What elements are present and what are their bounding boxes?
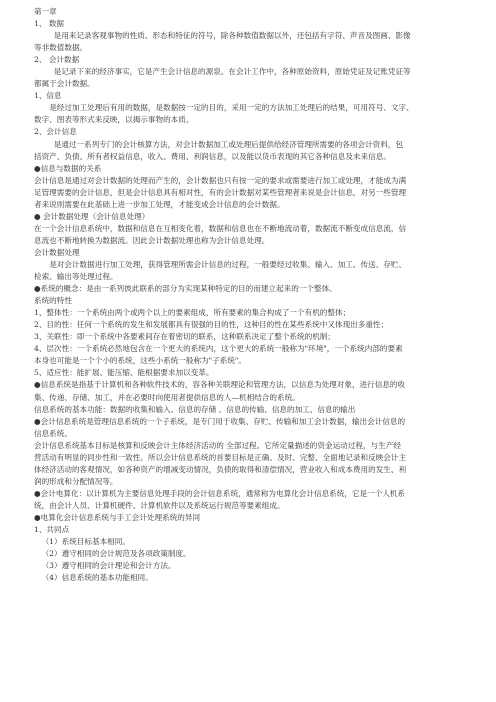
text-line: ●电算化会计信息系统与手工会计处理系统的异同 bbox=[34, 512, 201, 522]
chapter-title: 第一章 bbox=[34, 7, 57, 16]
text-line: ●信息系统是指基于计算机和各种软件技术的，容各种关联理论和管理方法，以信息为处理对象，进行信息的收 bbox=[34, 380, 406, 390]
text-line: 是对会计数据进行加工处理，获得管理所需会计信息的过程，一般要经过收集、输入、加工、传送、存贮、 bbox=[49, 259, 407, 269]
text-line: 2、目的性：任何一个系统的发生和发展都具有很强的目的性，这种目的性在某些系统中又体现出多重性； bbox=[34, 320, 389, 330]
text-line: 4、层次性：一个系统必然地包含在一个更大的系统内，这个更大的系统一般称为"环境"，一个系统内部的要素 bbox=[34, 344, 403, 354]
text-line: 系统的特性 bbox=[34, 296, 72, 306]
text-line: 统，由会计人员、计算机硬件、计算机软件以及系统运行规范等要素组成。 bbox=[34, 500, 285, 510]
text-line: 1、信息 bbox=[34, 91, 62, 101]
text-line: 本身也可能是一个个小的系统，这些小系统一般称为"子系统"。 bbox=[34, 356, 247, 366]
text-line: 1、共同点 bbox=[34, 525, 70, 535]
text-line: 是通过一系列专门的会计核算方法，对会计数据加工或处理后提供给经济管理所需要的各项会计资料，包 bbox=[53, 139, 404, 149]
text-line: （1）系统目标基本相同。 bbox=[41, 537, 130, 547]
text-line: 润的形成和分配情况等。 bbox=[34, 476, 118, 486]
text-line: 是记录下来的经济事实，它是产生会计信息的源泉。在会计工作中，各种原始资料，原始凭证及记账凭证等 bbox=[53, 67, 411, 77]
text-line: 是用来记录客观事物的性质、形态和特征的符号，除各种数值数据以外，还包括有字符、声音及图画、影像 bbox=[53, 31, 411, 41]
text-line: ●会计信息系统是管理信息系统的一个子系统，是专门用于收集、存贮、传输和加工会计数据，输出会计信息的 bbox=[34, 416, 406, 426]
text-line: 2、 会计数据 bbox=[34, 55, 80, 65]
text-line: 体经济活动的客观情况，如各种资产的增减变动情况，负债的取得和清偿情况，营业收入和成本费用的发生、利 bbox=[34, 464, 407, 474]
text-line: ● 会计数据处理（会计信息处理） bbox=[34, 211, 150, 221]
text-line: 会计数据处理 bbox=[34, 247, 80, 257]
text-line: ●系统的概念：是由一系列彼此联系的部分为实现某种特定的目的而建立起来的一个整体。 bbox=[34, 284, 337, 294]
text-line: 都属于会计数据。 bbox=[34, 79, 95, 89]
text-line: 在一个会计信息系统中，数据和信息在互相变化着，数据和信息也在不断地流动着，数据流不断变成信息流，信 bbox=[34, 223, 407, 233]
text-line: 数字、图表等形式来反映，以揭示事物的本质。 bbox=[34, 115, 194, 125]
text-line: ●信息与数据的关系 bbox=[34, 163, 102, 173]
text-line: 2、会计信息 bbox=[34, 127, 77, 137]
text-line: 信息系统。 bbox=[34, 428, 72, 438]
text-line: （2）遵守相同的会计规范及各项政策制度。 bbox=[41, 549, 191, 559]
text-line: 信息系统的基本功能：数据的收集和输入、信息的存储 、信息的传输、信息的加工、信息的输出 bbox=[34, 404, 356, 414]
text-line: （4）信息系统的基本功能相同。 bbox=[41, 573, 153, 583]
text-line: 者来说则需要在此基础上进一步加工处理，才能变成会计信息的会计数据。 bbox=[34, 199, 285, 209]
text-line: 息流也不断地转换为数据流。因此会计数据处理也称为会计信息处理。 bbox=[34, 235, 270, 245]
text-line: 会计信息系统基本目标是核算和反映会计主体经济活动的 全部过程。它所定量描述的资金运动过程，与生产经 bbox=[34, 440, 401, 450]
text-line: 1、整体性：一个系统由两个或两个以上的要素组成，所有要素的集合构成了一个有机的整体； bbox=[34, 308, 351, 318]
text-line: 集、传递、存储、加工，并在必要时向使用者提供信息的人—机相结合的系统。 bbox=[34, 392, 300, 402]
text-line: 1、 数据 bbox=[34, 19, 65, 29]
text-line: 等非数值数据。 bbox=[34, 43, 88, 53]
text-line: 足管理需要的会计信息，但是会计信息具有相对性，有的会计数据对某些管理者来说是会计信息，对另一些管理 bbox=[34, 187, 407, 197]
text-line: （3）遵守相同的会计理论和会计方法。 bbox=[41, 561, 176, 571]
text-line: 检索、输出等处理过程。 bbox=[34, 272, 118, 282]
text-line: 5、适应性：能扩展、能压缩、能根据要求加以变革。 bbox=[34, 368, 214, 378]
text-line: 会计信息是通过对会计数据的处理而产生的，会计数据也只有按一定的要求或需要进行加工或处理，才能成为满 bbox=[34, 175, 407, 185]
text-line: ●会计电算化：以计算机为主要信息处理手段的会计信息系统，通常称为电算化会计信息系统，它是一个人机系 bbox=[34, 488, 406, 498]
text-line: 3、关联性：即一个系统中各要素间存在着密切的联系，这种联系决定了整个系统的机制； bbox=[34, 332, 335, 342]
text-line: 是经过加工处理后有用的数据，是数据按一定的目的，采用一定的方法加工处理后的结果，可用符号、文字、 bbox=[49, 103, 414, 113]
text-line: 括资产、负债、所有者权益信息，收入、费用、利润信息，以及能以货币表现的其它各种信息及未来信息。 bbox=[34, 151, 391, 161]
document-body bbox=[34, 6, 476, 584]
text-line: 营活动有明显的同步性和一致性。所以会计信息系统的首要目标是正确、及时、完整、全面地记录和反映会计主 bbox=[34, 452, 407, 462]
